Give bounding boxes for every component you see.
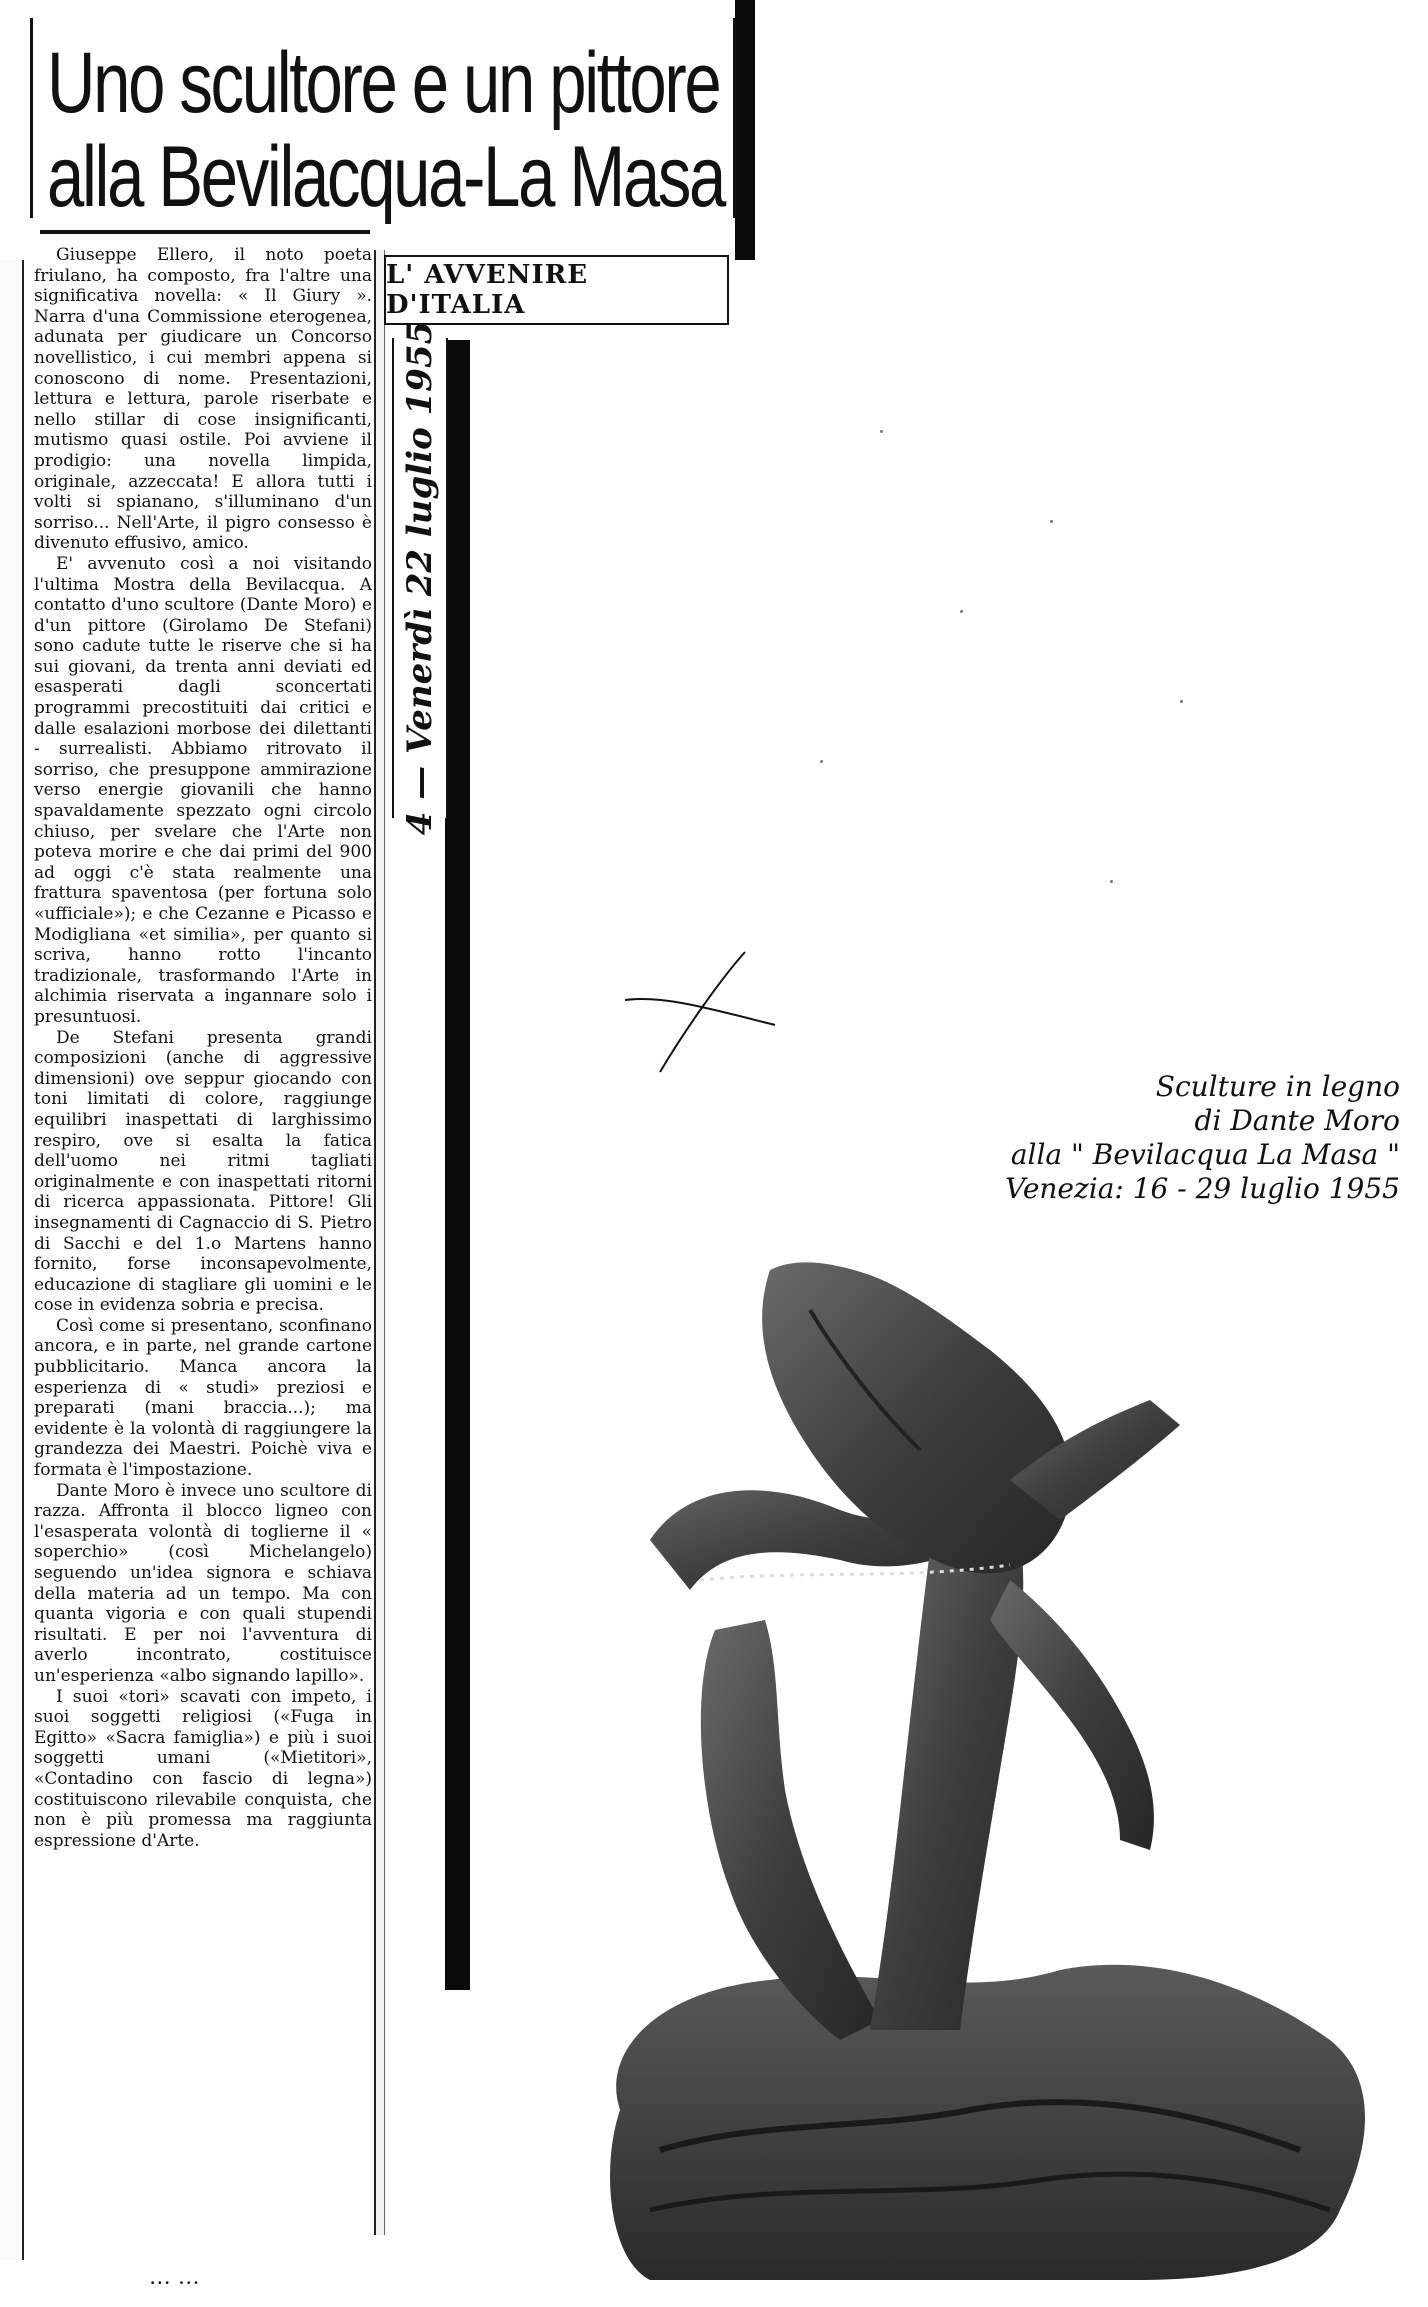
- scan-speck: [820, 760, 823, 763]
- handwritten-cross-mark: [625, 950, 785, 1075]
- sculpture-left-column: [701, 1620, 880, 2040]
- sculpture-base: [610, 1965, 1365, 2280]
- photo-caption: [940, 1070, 1400, 1206]
- headline-box: [30, 18, 736, 225]
- scan-speck: [1110, 880, 1113, 883]
- headline-line-1: Uno scultore e un pittore: [47, 35, 720, 131]
- article-paragraph: Giuseppe Ellero, il noto poeta friulano, ha composto, fra l'altre una significativa novella: « Il Giury ». Narra d'una Commissione eterogenea, adunata per giudicare un Concorso novellistico, i cui membri appena si conoscono di nome. Presentazioni, lettura e lettura, parole riserbate e nello stillar di cose insignificanti, mutismo quasi ostile. Poi avviene il prodigio: una novella limpida, originale, azzeccata! E allora tutti i volti si spianano, s'illuminano d'un sorriso... Nell'Arte, il pigro consesso è divenuto effusivo, amico.: [34, 245, 372, 554]
- adjacent-column-fragment: [0, 260, 24, 2260]
- article-paragraph: De Stefani presenta grandi composizioni (anche di aggressive dimensioni) ove seppur giocando con toni limitati di colore, raggiunge equilibri inaspettati di larghissimo respiro, ove si esalta la fatica dell'uomo nei ritmi tagliati originalmente e con inaspettati ritorni di ricerca appassionata. Pittore! Gli insegnamenti di Cagnaccio di S. Pietro di Sacchi e del 1.o Martens hanno fornito, forse inconsapevolmente, educazione di stagliare gli uomini e le cose in evidenza sobria e precisa.: [34, 1027, 372, 1316]
- caption-line: alla " Bevilacqua La Masa ": [1010, 1138, 1400, 1171]
- scan-speck: [1180, 700, 1183, 703]
- caption-line: Venezia: 16 - 29 luglio 1955: [1005, 1172, 1400, 1205]
- dateline-strip: [392, 320, 448, 836]
- article-paragraph: Così come si presentano, sconfinano ancora, e in parte, nel grande cartone pubblicitario. Manca ancora la esperienza di « studi» preziosi e preparati (mani braccia...); ma evidente è la volontà di raggiungere la grandezza dei Maestri. Poichè viva e formata è l'impostazione.: [34, 1315, 372, 1481]
- newspaper-masthead: [384, 255, 729, 325]
- article-paragraph: Dante Moro è invece uno scultore di razza. Affronta il blocco ligneo con l'esasperata volontà di toglierne il « soperchio» (così Michelangelo) seguendo un'idea signora e schiava della materia ad un tempo. Ma con quanta vigoria e con quali stupendi risultati. E per noi l'avventura di averlo incontrato, costituisce un'esperienza «albo signando lapillo».: [34, 1480, 372, 1686]
- newspaper-name: L' AVVENIRE D'ITALIA: [386, 260, 589, 320]
- scan-speck: [960, 610, 963, 613]
- headline-rule: [40, 230, 370, 234]
- article-body: [34, 245, 372, 2280]
- caption-line: di Dante Moro: [1194, 1104, 1400, 1137]
- article-paragraph: I suoi «tori» scavati con impeto, i suoi soggetti religiosi («Fuga in Egitto» «Sacra famiglia») e più i suoi soggetti umani («Mietitori», «Contadino con fascio di legna») costituiscono rilevabile conquista, che non è più promessa ma raggiunta espressione d'Arte.: [34, 1686, 372, 1851]
- column-divider: [374, 250, 385, 2235]
- dateline: 4 — Venerdì 22 luglio 1955: [400, 320, 440, 836]
- caption-line: Sculture in legno: [1155, 1070, 1400, 1103]
- scan-shadow-top: [735, 0, 755, 260]
- scan-shadow-right: [445, 340, 470, 1990]
- scan-speck: [1050, 520, 1053, 523]
- next-article-heading: ... ...: [150, 2270, 201, 2288]
- scan-speck: [880, 430, 883, 433]
- sculpture-photo: [540, 1250, 1428, 2285]
- article-paragraph: E' avvenuto così a noi visitando l'ultima Mostra della Bevilacqua. A contatto d'uno scultore (Dante Moro) e d'un pittore (Girolamo De Stefani) sono cadute tutte le riserve che si ha sui giovani, da trenta anni deviati ed esasperati dagli sconcertati programmi precostituiti dai critici e dalle esalazioni morbose dei dilettanti - surrealisti. Abbiamo ritrovato il sorriso, che presuppone ammirazione verso energie giovanili che hanno spavaldamente spezzato ogni circolo chiuso, per svelare che l'Arte non poteva morire e che dai primi del 900 ad oggi c'è stata realmente una frattura spaventosa (per fortuna solo «ufficiale»); e che Cezanne e Picasso e Modigliana «et similia», per quanto si scriva, hanno rotto l'incanto tradizionale, trasformando l'Arte in alchimia riservata a ingannare solo i presuntuosi.: [34, 553, 372, 1027]
- headline-line-2: alla Bevilacqua-La Masa: [47, 129, 725, 225]
